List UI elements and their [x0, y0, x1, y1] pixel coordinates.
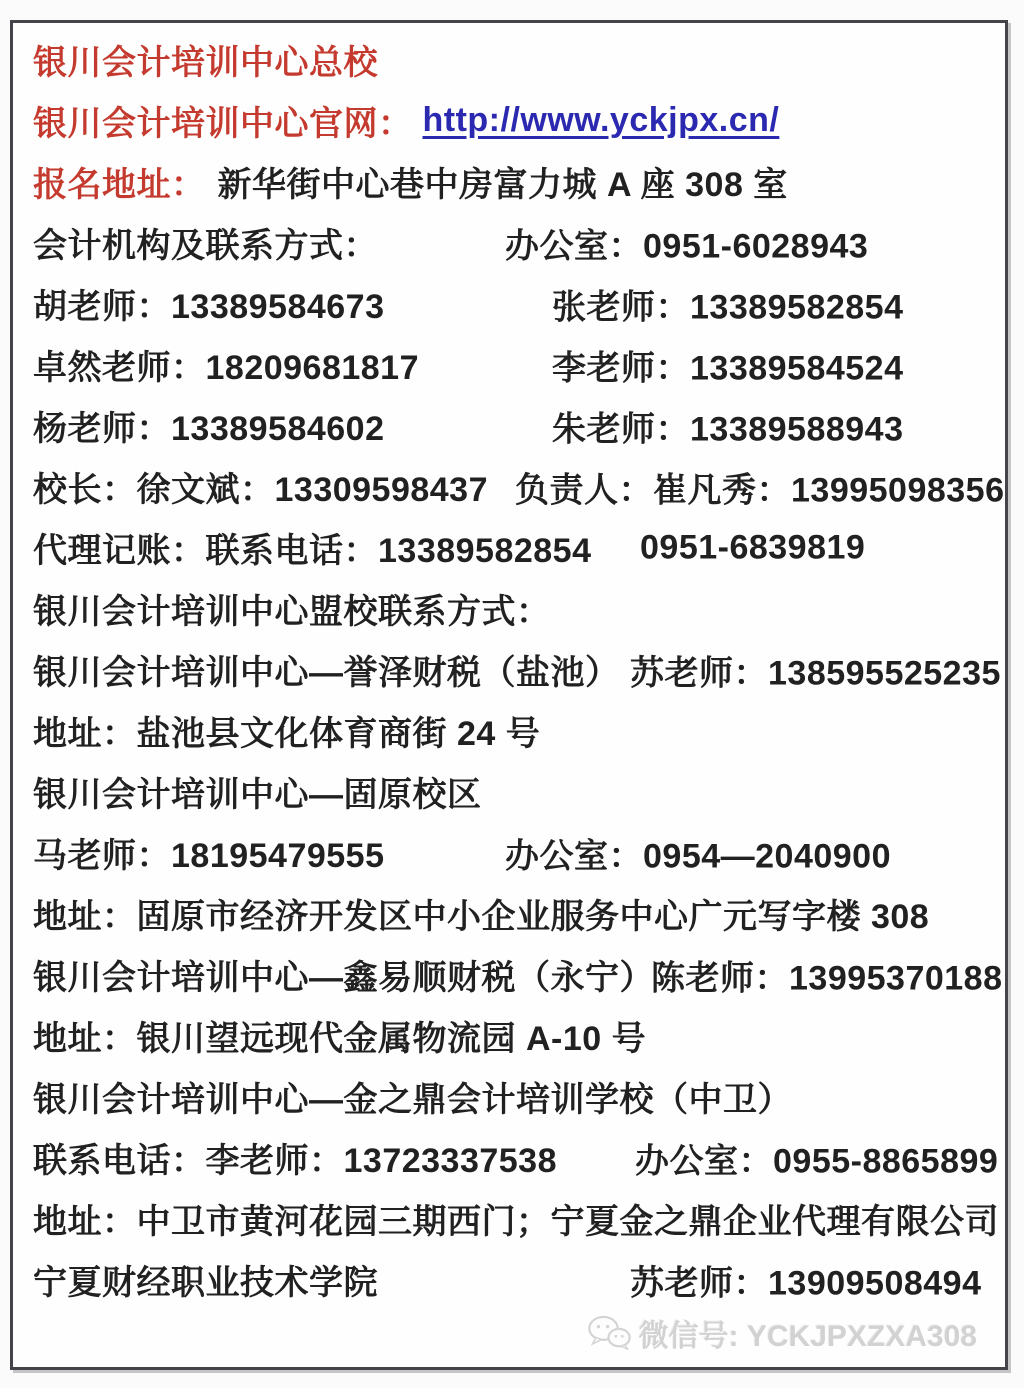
guyuan-office-phone: 办公室：0954—2040900 [505, 837, 892, 875]
teacher-li-zhongwei-phone: 联系电话：李老师：13723337538 [33, 1142, 558, 1180]
line-branch-yanchi [13, 639, 1005, 700]
line-guyuan-address [13, 883, 1005, 944]
line-teachers-2 [13, 334, 1005, 395]
wechat-icon [587, 1314, 631, 1352]
branch-yanchi-name: 银川会计培训中心—誉泽财税（盐池） [33, 654, 620, 692]
wechat-id-text: 微信号: YCKJPXZXA308 [638, 1320, 977, 1353]
line-website [13, 90, 1005, 151]
line-principal [13, 456, 1005, 517]
office-phone-main: 办公室：0951-6028943 [505, 227, 869, 265]
branch-zhongwei-name: 银川会计培训中心—金之鼎会计培训学校（中卫） [33, 1081, 792, 1119]
teacher-chen-phone: 陈老师：13995370188 [651, 959, 1003, 997]
guyuan-address-text: 地址：固原市经济开发区中小企业服务中心广元写字楼 308 [33, 898, 930, 936]
branch-yongning-name: 银川会计培训中心—鑫易顺财税（永宁） [33, 959, 654, 997]
bookkeeping-phone: 代理记账：联系电话：13389582854 [33, 532, 592, 570]
teacher-zhuoran-phone: 卓然老师：18209681817 [33, 349, 420, 387]
teacher-yang-phone: 杨老师：13389584602 [33, 410, 385, 448]
line-contacts-header [13, 212, 1005, 273]
college-name: 宁夏财经职业技术学院 [33, 1264, 378, 1302]
wechat-watermark [587, 1311, 977, 1355]
yanchi-address-text: 地址：盐池县文化体育商街 24 号 [33, 715, 541, 753]
yongning-address-text: 地址：银川望远现代金属物流园 A-10 号 [33, 1020, 647, 1058]
website-link[interactable]: http://www.yckjpx.cn/ [422, 101, 780, 139]
line-teachers-1 [13, 273, 1005, 334]
line-yanchi-address [13, 700, 1005, 761]
zhongwei-office-phone: 办公室：0955-8865899 [635, 1142, 999, 1180]
line-branch-guyuan [13, 761, 1005, 822]
line-branch-header [13, 578, 1005, 639]
line-signup-address [13, 151, 1005, 212]
line-branch-zhongwei [13, 1066, 1005, 1127]
signup-address-value: 新华街中心巷中房富力城 A 座 308 室 [217, 166, 788, 204]
line-zhongwei-address [13, 1188, 1005, 1249]
line-teacher-ma [13, 822, 1005, 883]
line-hq-title [13, 29, 1005, 90]
line-bookkeeping [13, 517, 1005, 578]
branch-header-label: 银川会计培训中心盟校联系方式： [33, 593, 551, 631]
document-frame [10, 20, 1008, 1370]
line-branch-yongning [13, 944, 1005, 1005]
line-college [13, 1249, 1005, 1310]
line-teachers-3 [13, 395, 1005, 456]
line-yongning-address [13, 1005, 1005, 1066]
teacher-zhang-phone: 张老师：13389582854 [552, 288, 904, 326]
teacher-hu-phone: 胡老师：13389584673 [33, 288, 385, 326]
teacher-zhu-phone: 朱老师：13389588943 [552, 410, 904, 448]
contacts-header-label: 会计机构及联系方式： [33, 227, 378, 265]
line-zhongwei-phone [13, 1127, 1005, 1188]
signup-address-label: 报名地址： [33, 166, 206, 204]
branch-guyuan-name: 银川会计培训中心—固原校区 [33, 776, 482, 814]
teacher-li-phone: 李老师：13389584524 [552, 349, 904, 387]
zhongwei-address-text: 地址：中卫市黄河花园三期西门；宁夏金之鼎企业代理有限公司 [33, 1203, 999, 1241]
teacher-ma-phone: 马老师：18195479555 [33, 837, 385, 875]
website-label: 银川会计培训中心官网： [33, 105, 413, 143]
teacher-su-yanchi-phone: 苏老师：138595525235 [630, 654, 1001, 692]
bookkeeping-landline: 0951-6839819 [640, 528, 866, 566]
teacher-su-college-phone: 苏老师：13909508494 [630, 1264, 982, 1302]
hq-title-text: 银川会计培训中心总校 [33, 44, 378, 82]
person-in-charge-phone: 负责人：崔凡秀：13995098356 [515, 471, 1005, 509]
principal-phone: 校长：徐文斌：13309598437 [33, 471, 489, 509]
